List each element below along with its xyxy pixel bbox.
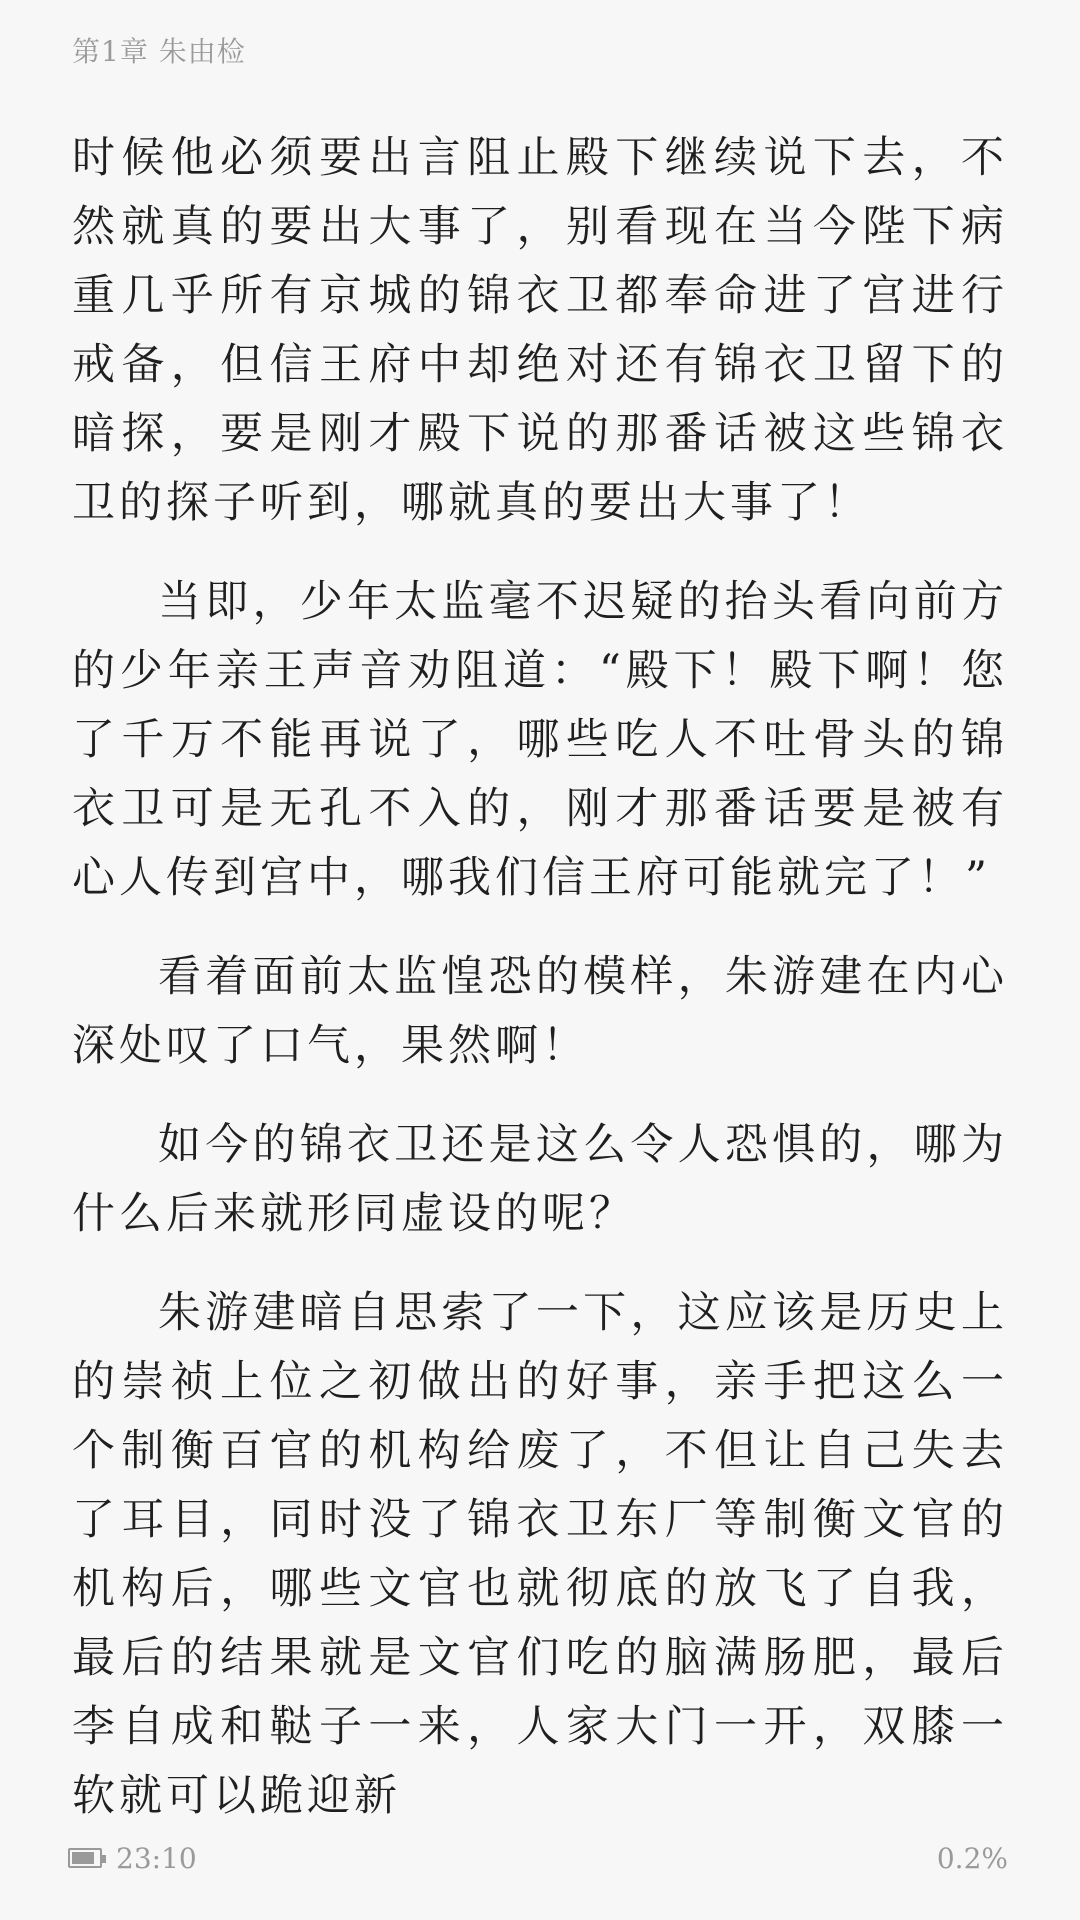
reading-progress: 0.2% xyxy=(936,1841,1008,1875)
paragraph-2: 当即，少年太监毫不迟疑的抬头看向前方的少年亲王声音劝阻道：“殿下！殿下啊！您了千万不能再说了，哪些吃人不吐骨头的锦衣卫可是无孔不入的，刚才那番话要是被有心人传到宫中，哪我们信王府可能就完了！” xyxy=(72,577,1008,903)
clock-time: 23:10 xyxy=(116,1841,197,1875)
battery-icon xyxy=(68,1848,102,1868)
paragraph-3: 看着面前太监惶恐的模样，朱游建在内心深处叹了口气，果然啊！ xyxy=(72,952,1008,1071)
footer-left xyxy=(68,1842,197,1875)
paragraph-1: 时候他必须要出言阻止殿下继续说下去，不然就真的要出大事了，别看现在当今陛下病重几乎所有京城的锦衣卫都奉命进了宫进行戒备，但信王府中却绝对还有锦衣卫留下的暗探，要是刚才殿下说的那番话被这些锦衣卫的探子听到，哪就真的要出大事了！ xyxy=(72,133,1008,528)
status-footer xyxy=(68,1836,1008,1880)
paragraph-4: 如今的锦衣卫还是这么令人恐惧的，哪为什么后来就形同虚设的呢？ xyxy=(72,1120,1008,1239)
paragraph-5: 朱游建暗自思索了一下，这应该是历史上的崇祯上位之初做出的好事，亲手把这么一个制衡百官的机构给废了，不但让自己失去了耳目，同时没了锦衣卫东厂等制衡文官的机构后，哪些文官也就彻底的放飞了自我，最后的结果就是文官们吃的脑满肠肥，最后李自成和鞑子一来，人家大门一开，双膝一软就可以跪迎新 xyxy=(72,1288,1008,1821)
chapter-title: 第1章 朱由检 xyxy=(72,35,246,68)
reading-content[interactable] xyxy=(72,124,1008,1821)
